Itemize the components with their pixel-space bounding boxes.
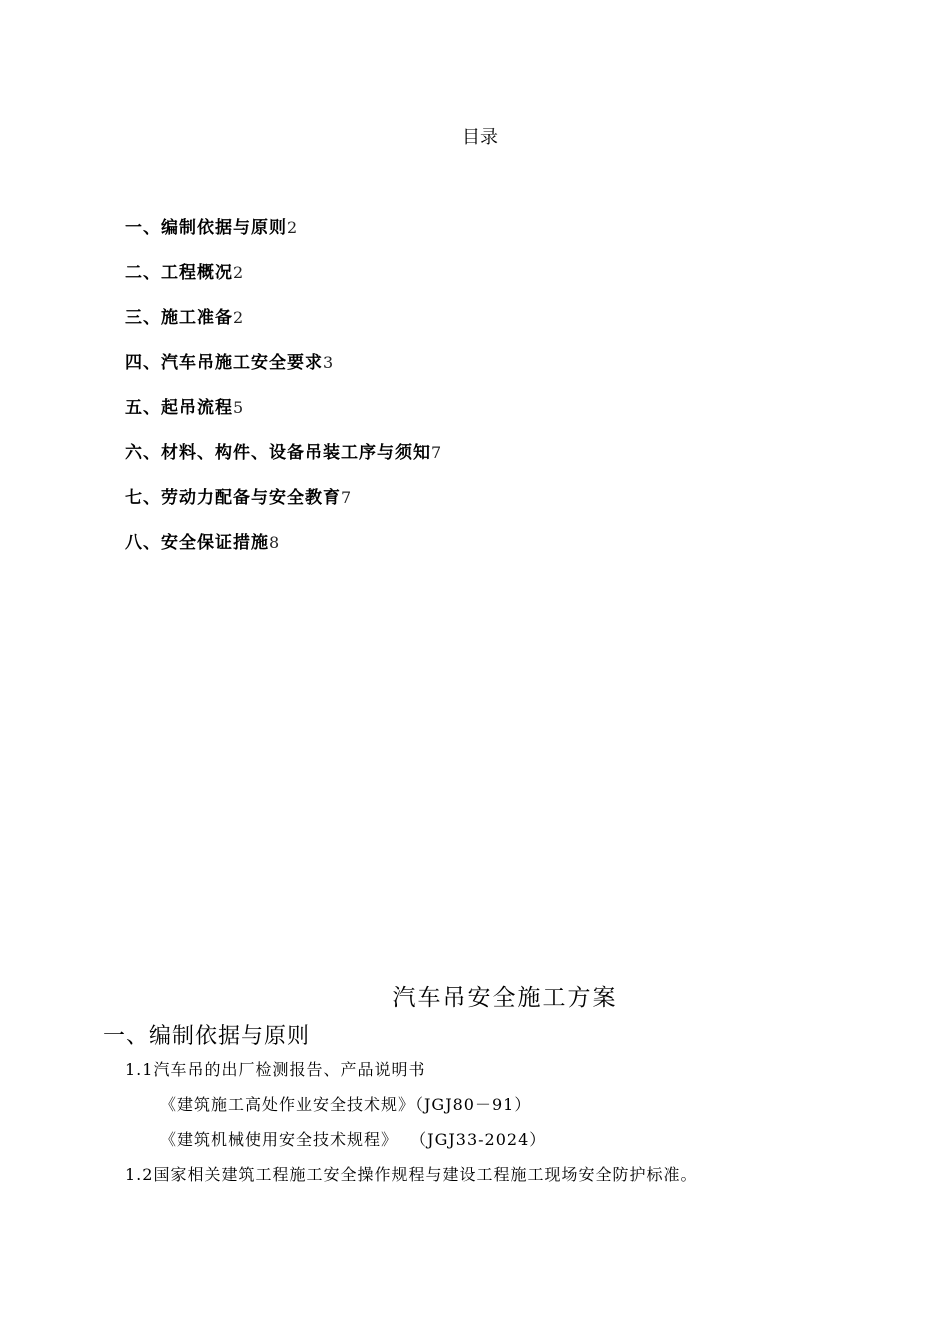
paragraph: 1.1汽车吊的出厂检测报告、产品说明书 xyxy=(125,1060,426,1079)
toc-item[interactable] xyxy=(125,395,441,440)
toc-item-page: 5 xyxy=(233,398,244,417)
toc-item-page: 2 xyxy=(233,308,244,327)
toc-item[interactable] xyxy=(125,530,441,575)
paragraph: 《建筑施工高处作业安全技术规》（JGJ80－91） xyxy=(160,1095,532,1114)
toc-item-label: 四、汽车吊施工安全要求 xyxy=(125,353,323,373)
toc-item-label: 八、安全保证措施 xyxy=(125,533,269,553)
toc-item-page: 3 xyxy=(323,353,334,372)
paragraph: 1.2国家相关建筑工程施工安全操作规程与建设工程施工现场安全防护标准。 xyxy=(125,1165,698,1184)
toc-item-page: 7 xyxy=(431,443,442,462)
toc-list xyxy=(125,215,441,575)
toc-item[interactable] xyxy=(125,350,441,395)
toc-item-label: 六、材料、构件、设备吊装工序与须知 xyxy=(125,443,431,463)
toc-item[interactable] xyxy=(125,305,441,350)
toc-item[interactable] xyxy=(125,485,441,530)
toc-title: 目录 xyxy=(462,127,498,148)
toc-item[interactable] xyxy=(125,215,441,260)
toc-item[interactable] xyxy=(125,260,441,305)
toc-item-page: 2 xyxy=(233,263,244,282)
paragraph: 《建筑机械使用安全技术规程》 （JGJ33-2024） xyxy=(160,1130,547,1149)
toc-item-label: 七、劳动力配备与安全教育 xyxy=(125,488,341,508)
toc-item-page: 2 xyxy=(287,218,298,237)
toc-item-label: 三、施工准备 xyxy=(125,308,233,328)
toc-item[interactable] xyxy=(125,440,441,485)
toc-item-page: 8 xyxy=(269,533,280,552)
section-heading: 一、编制依据与原则 xyxy=(103,1024,311,1049)
toc-item-label: 二、工程概况 xyxy=(125,263,233,283)
toc-item-label: 五、起吊流程 xyxy=(125,398,233,418)
toc-item-page: 7 xyxy=(341,488,352,507)
toc-item-label: 一、编制依据与原则 xyxy=(125,218,287,238)
document-title: 汽车吊安全施工方案 xyxy=(392,985,618,1011)
